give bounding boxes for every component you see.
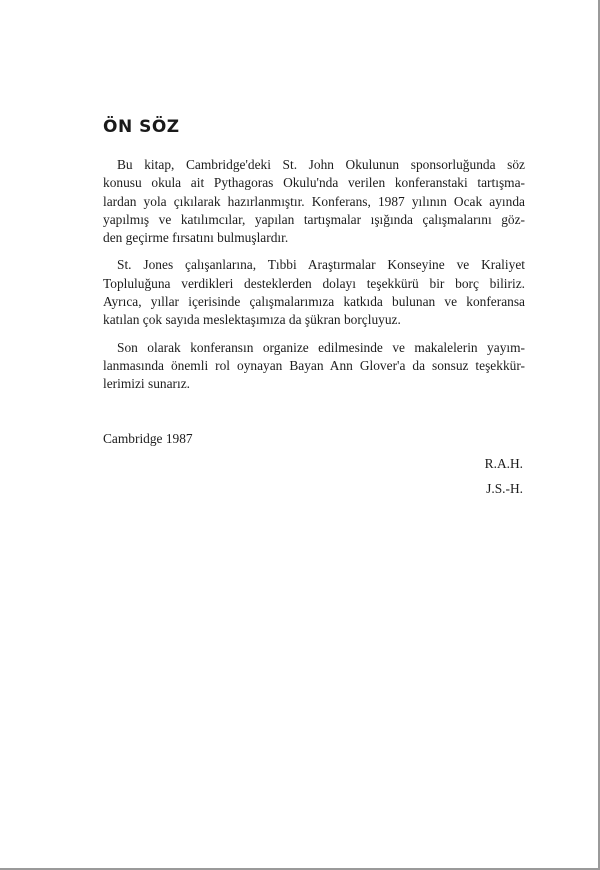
text-line: Son olarak konferansın organize edilmesinde ve makalelerin yayım- <box>117 339 525 355</box>
text-line: lerimizi sunarız. <box>103 376 191 392</box>
paragraph-2 <box>103 256 525 329</box>
signature-initials: R.A.H. <box>484 456 523 471</box>
paragraph-1 <box>103 156 525 247</box>
text-line: katılan çok sayıda meslektaşımıza da şükran borçluyuz. <box>103 312 401 328</box>
text-line: den geçirme fırsatını bulmuşlardır. <box>103 230 289 246</box>
signature-initials: J.S.-H. <box>486 481 523 496</box>
text-line: lardan yola çıkılarak hazırlanmıştır. Konferans, 1987 yılının Ocak ayında <box>103 193 525 209</box>
text-line: Bu kitap, Cambridge'deki St. John Okulunun sponsorluğunda söz <box>117 157 525 172</box>
text-line: Topluluğuna verdikleri desteklerden dolayı teşekkürü bir borç biliriz. <box>103 275 525 291</box>
text-line: lanmasında önemli rol oynayan Bayan Ann Glover'a da sonsuz teşekkür- <box>103 357 525 373</box>
place-date: Cambridge 1987 <box>103 431 193 446</box>
text-line: St. Jones çalışanlarına, Tıbbi Araştırmalar Konseyine ve Kraliyet <box>117 257 525 273</box>
paragraph-3 <box>103 339 525 394</box>
text-line: Ayrıca, yıllar içerisinde çalışmalarımıza katkıda bulunan ve konferansa <box>103 294 525 310</box>
text-line: konusu okula ait Pythagoras Okulu'nda verilen konferanstaki tartışma- <box>103 175 525 191</box>
preface-body <box>103 156 525 403</box>
page-title: ÖN SÖZ <box>103 117 180 137</box>
text-line: yapılmış ve katılımcılar, yapılan tartışmalar ışığında çalışmalarını göz- <box>103 211 525 227</box>
